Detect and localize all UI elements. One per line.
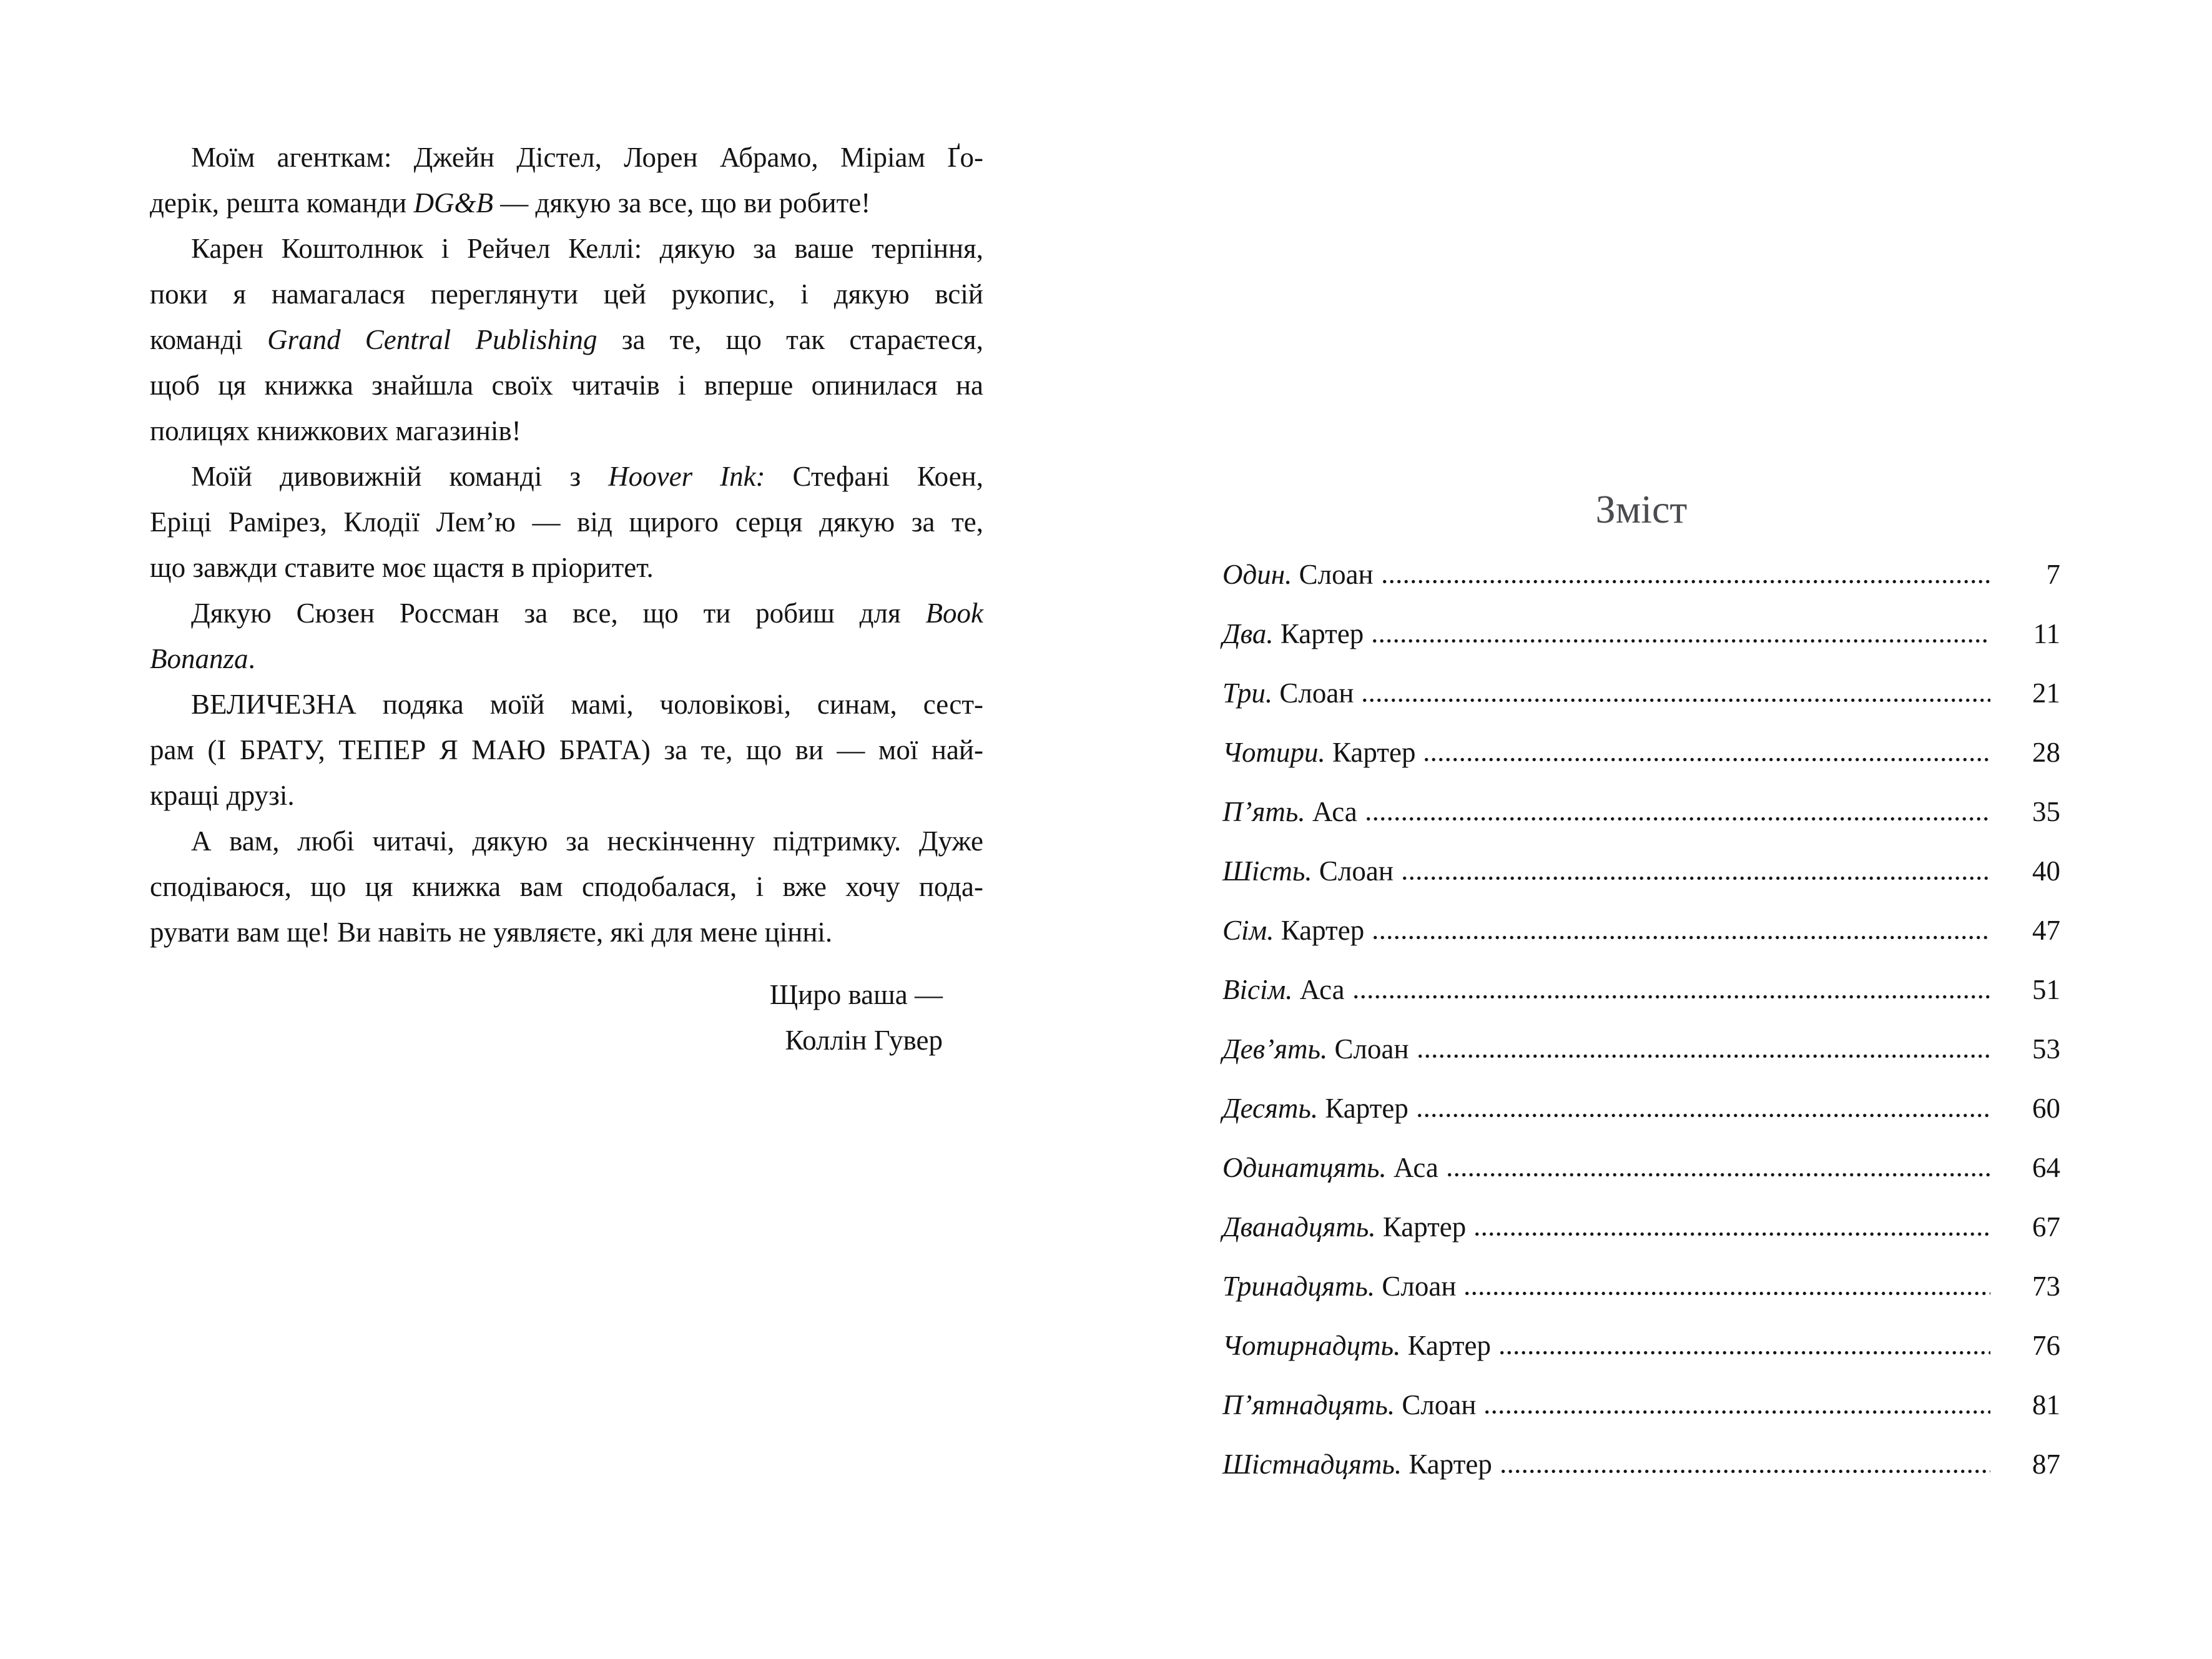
toc-character-name: Слоан bbox=[1334, 1033, 1409, 1065]
toc-entry-name bbox=[1222, 855, 1394, 887]
toc-character-name: Аса bbox=[1393, 1152, 1438, 1183]
text-segment: що завжди ставите моє щастя в пріоритет. bbox=[150, 552, 654, 583]
text-segment: кращі друзі. bbox=[150, 780, 295, 811]
toc-chapter-word: Чотирнадцть. bbox=[1222, 1330, 1401, 1361]
toc-entry-name bbox=[1222, 1389, 1476, 1421]
toc-page-number: 60 bbox=[2032, 1093, 2060, 1124]
toc-character-name: Слоан bbox=[1382, 1271, 1457, 1302]
dot-leader bbox=[1352, 995, 1990, 999]
text-segment: Дякую Сюзен Россман за все, що ти робиш для bbox=[191, 598, 926, 629]
text-line bbox=[150, 636, 983, 682]
dot-leader bbox=[1372, 935, 1990, 940]
toc-page-number: 28 bbox=[2032, 737, 2060, 768]
toc-character-name: Картер bbox=[1325, 1093, 1408, 1124]
toc-entry-name bbox=[1222, 973, 1345, 1006]
signature-line: Коллін Гувер bbox=[785, 1025, 943, 1056]
toc-entry-name bbox=[1222, 558, 1374, 591]
page-table-of-contents bbox=[1222, 487, 2060, 1507]
toc-page-number: 21 bbox=[2032, 677, 2060, 709]
toc-page-number: 87 bbox=[2032, 1449, 2060, 1480]
toc-page-number: 7 bbox=[2046, 559, 2060, 590]
toc-entry-name bbox=[1222, 795, 1357, 828]
toc-chapter-word: Три. bbox=[1222, 677, 1273, 709]
toc-chapter-word: Одинатцять. bbox=[1222, 1152, 1387, 1183]
text-segment: Карен Коштолнюк і Рейчел Келлі: дякую за ваше терпіння, bbox=[191, 233, 983, 264]
toc-entry bbox=[1222, 1329, 2060, 1389]
toc-entry bbox=[1222, 795, 2060, 855]
text-line bbox=[150, 773, 983, 819]
text-line bbox=[150, 317, 983, 363]
toc-entry-name bbox=[1222, 677, 1354, 709]
toc-chapter-word: Один. bbox=[1222, 559, 1292, 590]
text-line bbox=[150, 819, 983, 864]
toc-character-name: Слоан bbox=[1299, 559, 1374, 590]
text-segment: — дякую за все, що ви робите! bbox=[493, 187, 871, 219]
toc-character-name: Слоан bbox=[1319, 855, 1394, 887]
text-line bbox=[150, 682, 983, 727]
dot-leader bbox=[1500, 1469, 1990, 1474]
toc-page-number: 64 bbox=[2032, 1152, 2060, 1183]
toc-entry bbox=[1222, 1151, 2060, 1211]
toc-entry-name bbox=[1222, 1151, 1438, 1184]
toc-chapter-word: Чотири. bbox=[1222, 737, 1325, 768]
italic-text-segment: Book bbox=[925, 598, 983, 629]
text-segment: поки я намагалася переглянути цей рукопис, і дякую всій bbox=[150, 278, 983, 310]
text-line bbox=[150, 180, 983, 226]
dot-leader bbox=[1446, 1173, 1990, 1177]
toc-entry-name bbox=[1222, 1329, 1491, 1362]
toc-entry-name bbox=[1222, 1448, 1492, 1480]
toc-entry bbox=[1222, 1448, 2060, 1507]
dot-leader bbox=[1483, 1410, 1990, 1414]
toc-page-number: 35 bbox=[2032, 796, 2060, 827]
text-line bbox=[150, 864, 983, 910]
toc-page-number: 40 bbox=[2032, 855, 2060, 887]
text-segment: Моїй дивовижній команді з bbox=[191, 461, 609, 492]
text-line bbox=[150, 135, 983, 180]
toc-chapter-word: Два. bbox=[1222, 618, 1274, 649]
text-segment: щоб ця книжка знайшла своїх читачів і вперше опинилася на bbox=[150, 370, 983, 401]
text-segment: дерік, решта команди bbox=[150, 187, 414, 219]
dot-leader bbox=[1401, 876, 1990, 880]
signature-line: Щиро ваша — bbox=[769, 979, 943, 1010]
toc-character-name: Картер bbox=[1281, 915, 1365, 946]
toc-chapter-word: Дев’ять. bbox=[1222, 1033, 1328, 1065]
dot-leader bbox=[1371, 639, 1990, 643]
toc-page-number: 76 bbox=[2032, 1330, 2060, 1361]
text-line bbox=[150, 500, 983, 545]
toc-page-number: 81 bbox=[2032, 1389, 2060, 1420]
text-segment: сподіваюся, що ця книжка вам сподобалася, і вже хочу пода- bbox=[150, 871, 983, 902]
text-line bbox=[150, 545, 983, 591]
toc-entry bbox=[1222, 973, 2060, 1033]
toc-entry-name bbox=[1222, 618, 1364, 650]
toc-chapter-word: Шість. bbox=[1222, 855, 1312, 887]
toc-character-name: Картер bbox=[1280, 618, 1364, 649]
toc-chapter-word: Десять. bbox=[1222, 1093, 1319, 1124]
italic-text-segment: Grand Central Publishing bbox=[267, 324, 597, 355]
italic-text-segment: Hoover Ink: bbox=[608, 461, 765, 492]
dot-leader bbox=[1463, 1291, 1990, 1296]
text-segment: Моїм агенткам: Джейн Дістел, Лорен Абрамо, Міріам Ґо- bbox=[191, 142, 983, 173]
toc-character-name: Картер bbox=[1408, 1449, 1492, 1480]
toc-entry-name bbox=[1222, 1211, 1466, 1243]
toc-entry bbox=[1222, 736, 2060, 795]
dot-leader bbox=[1473, 1232, 1990, 1236]
dot-leader bbox=[1498, 1351, 1990, 1355]
toc-page-number: 73 bbox=[2032, 1271, 2060, 1302]
dot-leader bbox=[1417, 1054, 1990, 1058]
text-line bbox=[150, 910, 983, 955]
toc-page-number: 53 bbox=[2032, 1033, 2060, 1065]
toc-entry bbox=[1222, 1389, 2060, 1448]
toc-page-number: 67 bbox=[2032, 1211, 2060, 1243]
text-segment: полицях книжкових магазинів! bbox=[150, 415, 521, 446]
toc-character-name: Аса bbox=[1299, 974, 1345, 1005]
dot-leader bbox=[1381, 579, 1990, 584]
dot-leader bbox=[1416, 1113, 1990, 1118]
toc-character-name: Картер bbox=[1382, 1211, 1467, 1243]
toc-entry-name bbox=[1222, 736, 1415, 769]
text-segment: А вам, любі читачі, дякую за нескінченну підтримку. Дуже bbox=[191, 825, 983, 857]
toc-entry bbox=[1222, 618, 2060, 677]
toc-character-name: Картер bbox=[1407, 1330, 1492, 1361]
text-line bbox=[150, 408, 983, 454]
text-line bbox=[150, 727, 983, 773]
toc-page-number: 51 bbox=[2032, 974, 2060, 1005]
toc-entry bbox=[1222, 855, 2060, 914]
toc-chapter-word: Сім. bbox=[1222, 915, 1274, 946]
italic-text-segment: DG&B bbox=[413, 187, 493, 219]
text-segment: рам (І БРАТУ, ТЕПЕР Я МАЮ БРАТА) за те, що ви — мої най- bbox=[150, 734, 983, 766]
toc-entry bbox=[1222, 1270, 2060, 1329]
toc-entry bbox=[1222, 677, 2060, 736]
text-segment: команді bbox=[150, 324, 268, 355]
text-segment: ВЕЛИЧЕЗНА подяка моїй мамі, чоловікові, синам, сест- bbox=[191, 689, 983, 720]
text-line bbox=[150, 226, 983, 272]
page-acknowledgments bbox=[150, 135, 983, 1063]
text-line bbox=[150, 591, 983, 636]
acknowledgments-text bbox=[150, 135, 983, 955]
toc-page-number: 47 bbox=[2032, 915, 2060, 946]
toc-page-number: 11 bbox=[2033, 618, 2060, 649]
toc-entry-name bbox=[1222, 1033, 1409, 1065]
dot-leader bbox=[1423, 757, 1990, 762]
toc-entry bbox=[1222, 914, 2060, 973]
toc-title: Зміст bbox=[1595, 487, 1688, 531]
toc-character-name: Слоан bbox=[1402, 1389, 1477, 1420]
toc-character-name: Аса bbox=[1312, 796, 1357, 827]
toc-chapter-word: П’ять. bbox=[1222, 796, 1305, 827]
dot-leader bbox=[1365, 817, 1990, 821]
toc-chapter-word: Вісім. bbox=[1222, 974, 1293, 1005]
signature-block bbox=[150, 972, 983, 1063]
toc-entry-name bbox=[1222, 1270, 1456, 1302]
text-segment: рувати вам ще! Ви навіть не уявляєте, які для мене цінні. bbox=[150, 917, 833, 948]
toc-entry-name bbox=[1222, 1092, 1408, 1125]
text-segment: Еріці Рамірез, Клодії Лем’ю — від щирого серця дякую за те, bbox=[150, 506, 983, 538]
toc-character-name: Картер bbox=[1332, 737, 1416, 768]
text-line bbox=[150, 454, 983, 500]
toc-chapter-word: Тринадцять. bbox=[1222, 1271, 1375, 1302]
toc-entry bbox=[1222, 1092, 2060, 1151]
text-line bbox=[150, 272, 983, 317]
toc-entry bbox=[1222, 558, 2060, 618]
italic-text-segment: Bonanza bbox=[150, 643, 248, 674]
text-segment: за те, що так стараєтеся, bbox=[597, 324, 984, 355]
toc-chapter-word: Дванадцять. bbox=[1222, 1211, 1376, 1243]
text-segment: . bbox=[248, 643, 255, 674]
text-line bbox=[150, 363, 983, 408]
toc-character-name: Слоан bbox=[1279, 677, 1354, 709]
toc-list bbox=[1222, 558, 2060, 1507]
toc-entry bbox=[1222, 1211, 2060, 1270]
toc-chapter-word: Шістнадцять. bbox=[1222, 1449, 1402, 1480]
dot-leader bbox=[1361, 698, 1990, 702]
text-segment: Стефані Коен, bbox=[765, 461, 983, 492]
toc-chapter-word: П’ятнадцять. bbox=[1222, 1389, 1395, 1420]
toc-entry bbox=[1222, 1033, 2060, 1092]
toc-entry-name bbox=[1222, 914, 1364, 947]
